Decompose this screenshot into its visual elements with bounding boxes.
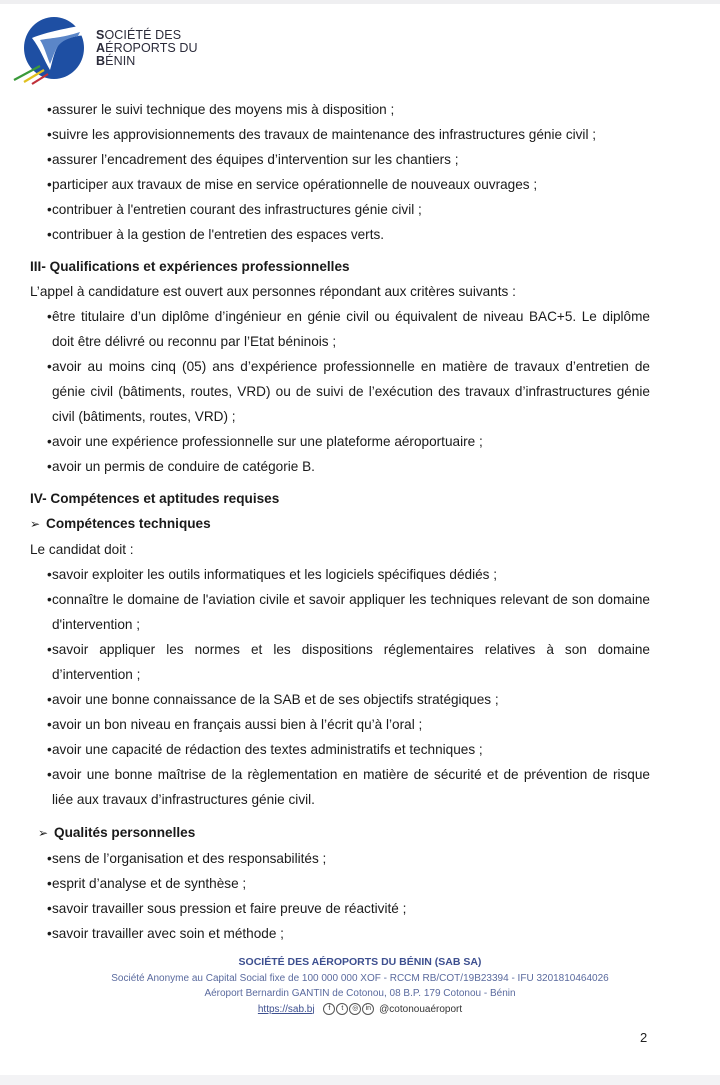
list-item: • être titulaire d’un diplôme d’ingénieur en génie civil ou équivalent de niveau BAC+5. Le diplôme doit être délivré ou reconnu par l’Etat béninois ; [30, 304, 650, 354]
qualifications-list [30, 304, 650, 479]
bullet-icon: • [47, 177, 52, 192]
list-item: • avoir un bon niveau en français aussi bien à l’écrit qu’à l’oral ; [30, 712, 650, 737]
list-item: • avoir une capacité de rédaction des textes administratifs et techniques ; [30, 737, 650, 762]
section-intro: L’appel à candidature est ouvert aux personnes répondant aux critères suivants : [30, 284, 516, 299]
bullet-icon: • [47, 567, 52, 582]
list-item: • connaître le domaine de l'aviation civile et savoir appliquer les techniques relevant de son domaine d'intervention ; [30, 587, 650, 637]
page-footer [0, 955, 720, 1017]
technical-skills-list [30, 562, 650, 812]
facebook-icon[interactable]: f [323, 1003, 335, 1015]
section-heading: III- Qualifications et expériences professionnelles [30, 259, 350, 274]
list-item: • savoir appliquer les normes et les dispositions réglementaires relatives à son domaine d’intervention ; [30, 637, 650, 687]
footer-legal-info: Société Anonyme au Capital Social fixe de 100 000 000 XOF - RCCM RB/COT/19B23394 - IFU 3201810464026 [111, 972, 609, 984]
social-icons [323, 1003, 374, 1015]
list-item: • contribuer à la gestion de l'entretien des espaces verts. [30, 222, 650, 247]
sab-logo-icon [10, 8, 90, 88]
twitter-icon[interactable]: t [336, 1003, 348, 1015]
social-handle: @cotonouaéroport [379, 1003, 463, 1015]
bullet-icon: • [47, 901, 52, 916]
top-edge [0, 0, 720, 4]
bullet-icon: • [47, 851, 52, 866]
intro-bullet-list [30, 97, 650, 247]
footer-address: Aéroport Bernardin GANTIN de Cotonou, 08 B.P. 179 Cotonou - Bénin [204, 988, 516, 999]
bottom-edge [0, 1075, 720, 1085]
bullet-icon: • [47, 642, 52, 657]
bullet-icon: • [47, 152, 52, 167]
website-link[interactable]: https://sab.bj [257, 1003, 315, 1015]
list-item: • savoir travailler sous pression et faire preuve de réactivité ; [30, 896, 650, 921]
personal-qualities-list [30, 846, 650, 946]
list-item: • sens de l’organisation et des responsabilités ; [30, 846, 650, 871]
list-item: • savoir exploiter les outils informatiques et les logiciels spécifiques dédiés ; [30, 562, 650, 587]
section-heading: IV- Compétences et aptitudes requises [30, 491, 280, 506]
bullet-icon: • [47, 717, 52, 732]
list-item: • suivre les approvisionnements des travaux de maintenance des infrastructures génie civil ; [30, 122, 650, 147]
list-item: • participer aux travaux de mise en service opérationnelle de nouveaux ouvrages ; [30, 172, 650, 197]
bullet-icon: • [47, 876, 52, 891]
list-item: • avoir une bonne maîtrise de la règlementation en matière de sécurité et de prévention de risque liée aux travaux d’infrastructures génie civil. [30, 762, 650, 812]
footer-company-name: SOCIÉTÉ DES AÉROPORTS DU BÉNIN (SAB SA) [238, 956, 482, 968]
arrow-bullet-icon: ➢ [30, 517, 41, 531]
bullet-icon: • [47, 459, 52, 474]
list-item: • avoir au moins cinq (05) ans d’expérience professionnelle en matière de travaux d’entretien de génie civil (bâtiments, routes, VRD) ou de suivi de l’exécution des travaux d’infrastructures génie civil (bâtiments, routes, VRD) ; [30, 354, 650, 429]
page-number: 2 [640, 1030, 648, 1045]
linkedin-icon[interactable]: in [362, 1003, 374, 1015]
bullet-icon: • [47, 742, 52, 757]
letterhead [10, 8, 198, 88]
list-item: • esprit d’analyse et de synthèse ; [30, 871, 650, 896]
bullet-icon: • [47, 227, 52, 242]
bullet-icon: • [47, 767, 52, 782]
section-intro: Le candidat doit : [30, 542, 134, 557]
arrow-bullet-icon: ➢ [38, 826, 49, 840]
document-body [30, 97, 650, 946]
list-item: • assurer le suivi technique des moyens mis à disposition ; [30, 97, 650, 122]
list-item: • contribuer à l'entretien courant des infrastructures génie civil ; [30, 197, 650, 222]
footer-contact-row [0, 1002, 720, 1018]
bullet-icon: • [47, 434, 52, 449]
brand-name: SOCIÉTÉ DES AÉROPORTS DU BÉNIN [96, 27, 198, 68]
subsection-heading: ➢ Qualités personnelles [30, 820, 650, 846]
list-item: • avoir un permis de conduire de catégorie B. [30, 454, 650, 479]
bullet-icon: • [47, 309, 52, 324]
bullet-icon: • [47, 359, 52, 374]
list-item: • assurer l’encadrement des équipes d’intervention sur les chantiers ; [30, 147, 650, 172]
list-item: • savoir travailler avec soin et méthode ; [30, 921, 650, 946]
list-item: • avoir une expérience professionnelle sur une plateforme aéroportuaire ; [30, 429, 650, 454]
bullet-icon: • [47, 926, 52, 941]
bullet-icon: • [47, 692, 52, 707]
subsection-heading: ➢ Compétences techniques [30, 511, 650, 537]
bullet-icon: • [47, 102, 52, 117]
list-item: • avoir une bonne connaissance de la SAB et de ses objectifs stratégiques ; [30, 687, 650, 712]
instagram-icon[interactable]: ◎ [349, 1003, 361, 1015]
bullet-icon: • [47, 202, 52, 217]
bullet-icon: • [47, 592, 52, 607]
bullet-icon: • [47, 127, 52, 142]
